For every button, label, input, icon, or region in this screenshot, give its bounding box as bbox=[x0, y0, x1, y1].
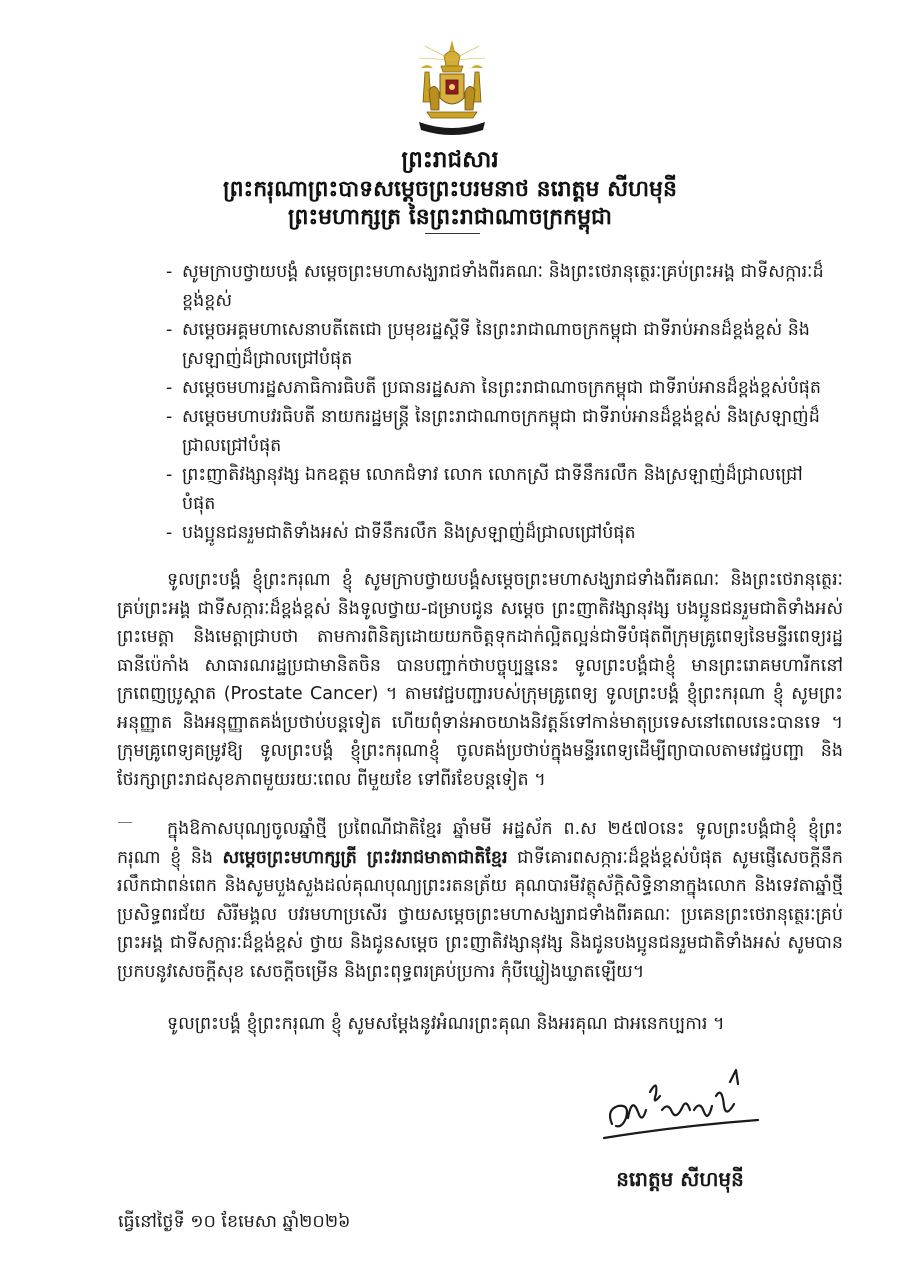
body-paragraph-1: ទូលព្រះបង្គំ ខ្ញុំព្រះករុណា ខ្ញុំ សូមក្រាបថ្វាយបង្គំសម្តេចព្រះមហាសង្ឃរាជទាំងពីរគណៈ និងព្រះថេរានុត្ថេរៈគ្រប់ព្រះអង្គ ជាទីសក្ការៈដ៏ខ្ពង់ខ្ពស់ និងទូលថ្វាយ-ជម្រាបជូន សម្តេច ព្រះញាតិវង្សានុវង្ស បងប្អូនជនរួមជាតិទាំងអស់ ព្រះមេត្តា និងមេត្តាជ្រាបថា តាមការពិនិត្យដោយយកចិត្តទុកដាក់ល្អិតល្អន់ជាទីបំផុតពីក្រុមគ្រូពេទ្យនៃមន្ទីរពេទ្យរដ្ឋធានីប៉េកាំង សាធារណរដ្ឋប្រជាមានិតចិន បានបញ្ជាក់ថាបច្ចុប្បន្ននេះ ទូលព្រះបង្គំជាខ្ញុំ មានព្រះរោគមហារីកនៅក្រពេញប្រូស្តាត (Prostate Cancer) ។ តាមវេជ្ជបញ្ជារបស់ក្រុមគ្រូពេទ្យ ទូលព្រះបង្គំ ខ្ញុំព្រះករុណា ខ្ញុំ សូមព្រះអនុញ្ញាត និងអនុញ្ញាតគង់ប្រថាប់បន្តទៀត ហើយពុំទាន់អាចយាងនិវត្តន៍ទៅកាន់មាតុប្រទេសនៅពេលនេះបានទេ ។ ក្រុមគ្រូពេទ្យគម្រូវឱ្យ ទូលព្រះបង្គំ ខ្ញុំព្រះករុណាខ្ញុំ ចូលគង់ប្រថាប់ក្នុងមន្ទីរពេទ្យដើម្បីព្យាបាលតាមវេជ្ជបញ្ជា និងថែរក្សាព្រះរាជសុខភាពមួយរយៈពេល ពីមួយខែ ទៅពីរខែបន្តទៀត ។ bbox=[117, 570, 843, 790]
addressee-text: សម្តេចអគ្គមហាសេនាបតីតេជោ ប្រមុខរដ្ឋស្តីទី នៃព្រះរាជាណាចក្រកម្ពុជា ជាទីរាប់អានដ៏ខ្ពង់ខ្ពស់ និងស្រឡាញ់ដ៏ជ្រាលជ្រៅបំផុត bbox=[182, 320, 810, 369]
dash-bullet: - bbox=[166, 262, 173, 282]
addressee-text: ព្រះញាតិវង្សានុវង្ស ឯកឧត្តម លោកជំទាវ លោក លោកស្រី ជាទីនឹករលឹក និងស្រឡាញ់ដ៏ជ្រាលជ្រៅបំផុត bbox=[182, 465, 803, 514]
list-item bbox=[166, 461, 834, 519]
king-subtitle: ព្រះមហាក្សត្រ នៃព្រះរាជាណាចក្រកម្ពុជា bbox=[287, 205, 613, 230]
list-item bbox=[166, 374, 834, 403]
addressee-text: បងប្អូនជនរួមជាតិទាំងអស់ ជាទីនឹករលឹក និងស្រឡាញ់ដ៏ជ្រាលជ្រៅបំផុត bbox=[182, 523, 636, 543]
addressee-text: សូមក្រាបថ្វាយបង្គំ សម្តេចព្រះមហាសង្ឃរាជទាំងពីរគណៈ និងព្រះថេរានុត្ថេរៈគ្រប់ព្រះអង្គ ជាទីសក្ការៈដ៏ខ្ពង់ខ្ពស់ bbox=[182, 262, 824, 311]
list-item bbox=[166, 403, 834, 461]
dash-bullet: - bbox=[166, 407, 173, 427]
list-item bbox=[166, 258, 834, 316]
royal-emblem-icon bbox=[411, 38, 493, 138]
dash-bullet: - bbox=[166, 320, 173, 340]
signature-image bbox=[598, 1066, 768, 1150]
addressee-text: សម្តេចមហារដ្ឋសភាធិការធិបតី ប្រធានរដ្ឋសភា នៃព្រះរាជាណាចក្រកម្ពុជា ជាទីរាប់អានដ៏ខ្ពង់ខ្ពស់បំផុត bbox=[182, 378, 822, 398]
dash-bullet: - bbox=[166, 523, 173, 543]
addressee-list bbox=[166, 258, 834, 548]
body-paragraph-2 bbox=[117, 815, 843, 986]
addressee-text: សម្តេចមហាបវរធិបតី នាយករដ្ឋមន្ត្រី នៃព្រះរាជាណាចក្រកម្ពុជា ជាទីរាប់អានដ៏ខ្ពង់ខ្ពស់ និងស្រឡាញ់ដ៏ជ្រាលជ្រៅបំផុត bbox=[182, 407, 820, 456]
dash-bullet: - bbox=[166, 465, 173, 485]
date-line: ធ្វើនៅថ្ងៃទី ១០ ខែមេសា ឆ្នាំ២០២៦ bbox=[118, 1212, 351, 1232]
paragraph-text: ក្នុងឱកាសបុណ្យចូលឆ្នាំថ្មី ប្រពៃណីជាតិខ្មែរ ឆ្នាំមមី អដ្ឋស័ក ព.ស ២៥៧០នេះ ទូលព្រះបង្គំជាខ្ញុំ ខ្ញុំព្រះករុណា ខ្ញុំ និង bbox=[117, 819, 843, 868]
list-item bbox=[166, 316, 834, 374]
paragraph-text: ជាទីគោរពសក្ការៈដ៏ខ្ពង់ខ្ពស់បំផុត សូមផ្ញើសេចក្តីនឹករលឹកជាពន់ពេក និងសូមបួងសួងដល់គុណបុណ្យព្រះរតនត្រ័យ គុណបារមីវត្ថុស័ក្តិសិទ្ធិនានាក្នុងលោក និងទេវតាឆ្នាំថ្មី ប្រសិទ្ធពរជ័យ សិរីមង្គល បវរមហាប្រសើរ ថ្វាយសម្តេចព្រះមហាសង្ឃរាជទាំងពីរគណៈ ប្រគេនព្រះថេរានុត្ថេរៈគ្រប់ព្រះអង្គ ជាទីសក្ការៈដ៏ខ្ពង់ខ្ពស់ ថ្វាយ និងជូនសម្តេច ព្រះញាតិវង្សានុវង្ស និងជូនបងប្អូនជនរួមជាតិទាំងអស់ សូមបានប្រកបនូវសេចក្តីសុខ សេចក្តីចម្រើន និងព្រះពុទ្ធពរគ្រប់ប្រការ កុំបីឃ្លៀងឃ្លាតឡើយ។ bbox=[117, 847, 843, 982]
list-item bbox=[166, 519, 834, 548]
document-title: ព្រះរាជសារ bbox=[401, 147, 499, 173]
dash-bullet: - bbox=[166, 378, 173, 398]
queen-mother-title: សម្តេចព្រះមហាក្សត្រី ព្រះវររាជមាតាជាតិខ្មែរ bbox=[222, 847, 508, 868]
heading-divider bbox=[425, 233, 480, 234]
body-paragraph-3: ទូលព្រះបង្គំ ខ្ញុំព្រះករុណា ខ្ញុំ សូមសម្តែងនូវអំណរព្រះគុណ និងអរគុណ ជាអនេកប្បការ ។ bbox=[167, 1014, 725, 1034]
signatory-name: នរោត្តម សីហមុនី bbox=[616, 1167, 744, 1191]
king-title: ព្រះករុណាព្រះបាទសម្តេចព្រះបរមនាថ នរោត្តម សីហមុនី bbox=[223, 177, 677, 202]
